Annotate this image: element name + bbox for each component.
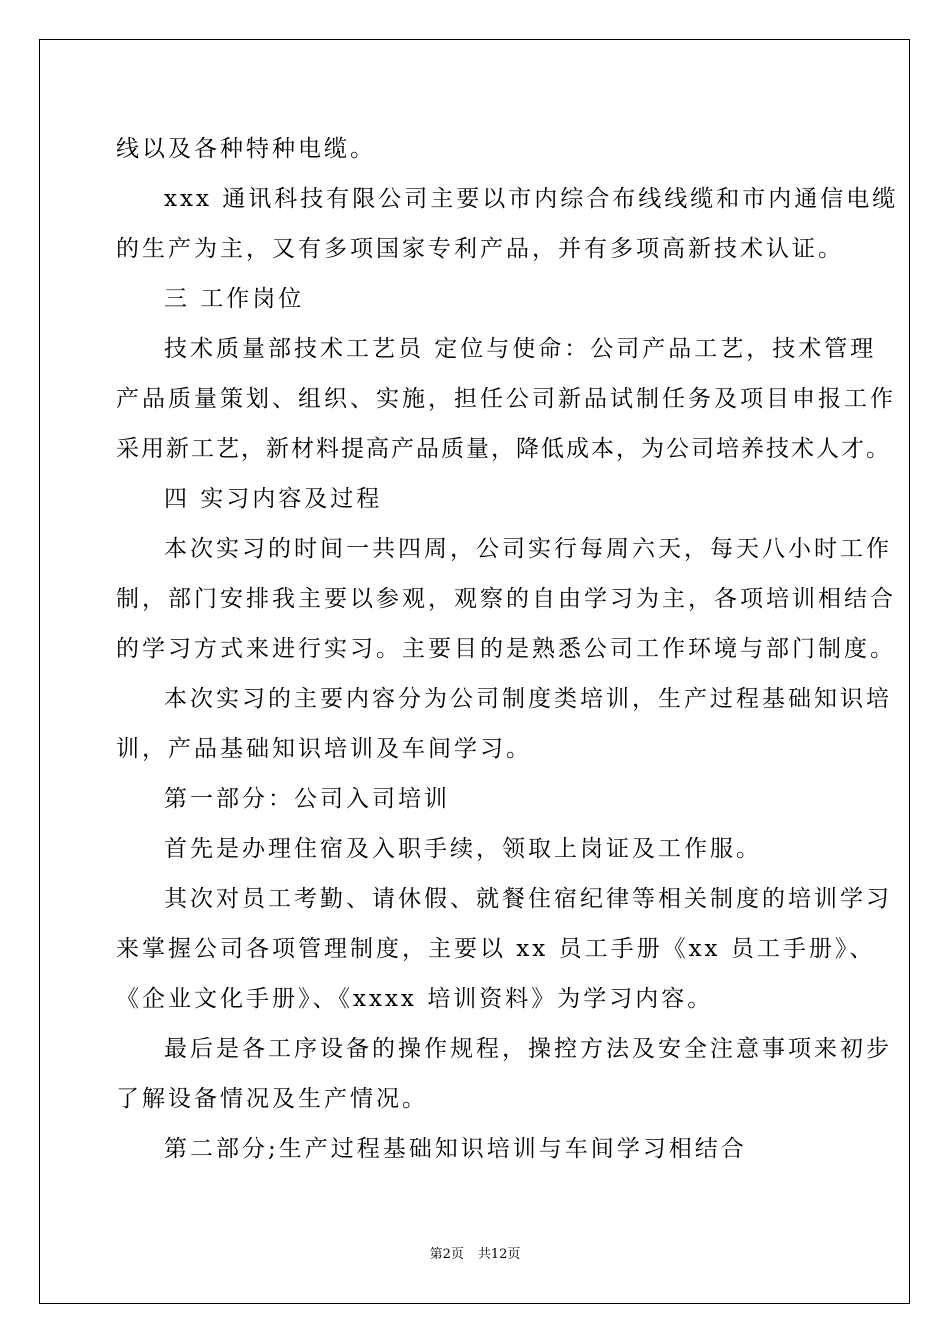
text-line-7: 采用新工艺，新材料提高产品质量，降低成本，为公司培养技术人才。 bbox=[116, 436, 891, 462]
section-heading-4: 四 实习内容及过程 bbox=[164, 486, 383, 512]
text-line-10: 制，部门安排我主要以参观，观察的自由学习为主，各项培训相结合 bbox=[116, 586, 896, 612]
section-heading-3: 三 工作岗位 bbox=[164, 286, 305, 312]
page-border bbox=[39, 39, 910, 1304]
text-line-9: 本次实习的时间一共四周，公司实行每周六天，每天八小时工作 bbox=[164, 536, 892, 562]
text-line-16: 其次对员工考勤、请休假、就餐住宿纪律等相关制度的培训学习 bbox=[164, 886, 892, 912]
text-line-2: xxx 通讯科技有限公司主要以市内综合布线线缆和市内通信电缆 bbox=[164, 186, 899, 212]
part-heading-1: 第一部分：公司入司培训 bbox=[164, 786, 450, 812]
text-line-1: 线以及各种特种电缆。 bbox=[116, 136, 376, 162]
text-line-6: 产品质量策划、组织、实施，担任公司新品试制任务及项目申报工作 bbox=[116, 386, 896, 412]
text-line-15: 首先是办理住宿及入职手续，领取上岗证及工作服。 bbox=[164, 836, 762, 862]
text-line-18: 《企业文化手册》、《xxxx 培训资料》为学习内容。 bbox=[116, 986, 714, 1012]
text-line-3: 的生产为主，又有多项国家专利产品，并有多项高新技术认证。 bbox=[116, 236, 844, 262]
page-footer bbox=[0, 1247, 950, 1263]
page-total: 共12页 bbox=[477, 1247, 521, 1262]
text-line-12: 本次实习的主要内容分为公司制度类培训，生产过程基础知识培 bbox=[164, 686, 892, 712]
text-line-11: 的学习方式来进行实习。主要目的是熟悉公司工作环境与部门制度。 bbox=[116, 636, 896, 662]
text-line-5: 技术质量部技术工艺员 定位与使命：公司产品工艺，技术管理 bbox=[164, 336, 877, 362]
part-heading-2: 第二部分;生产过程基础知识培训与车间学习相结合 bbox=[164, 1136, 747, 1162]
text-line-20: 了解设备情况及生产情况。 bbox=[116, 1086, 428, 1112]
text-line-19: 最后是各工序设备的操作规程，操控方法及安全注意事项来初步 bbox=[164, 1036, 892, 1062]
page-current: 第2页 bbox=[429, 1247, 464, 1262]
text-line-13: 训，产品基础知识培训及车间学习。 bbox=[116, 736, 532, 762]
text-line-17: 来掌握公司各项管理制度，主要以 xx 员工手册《xx 员工手册》、 bbox=[116, 936, 876, 962]
